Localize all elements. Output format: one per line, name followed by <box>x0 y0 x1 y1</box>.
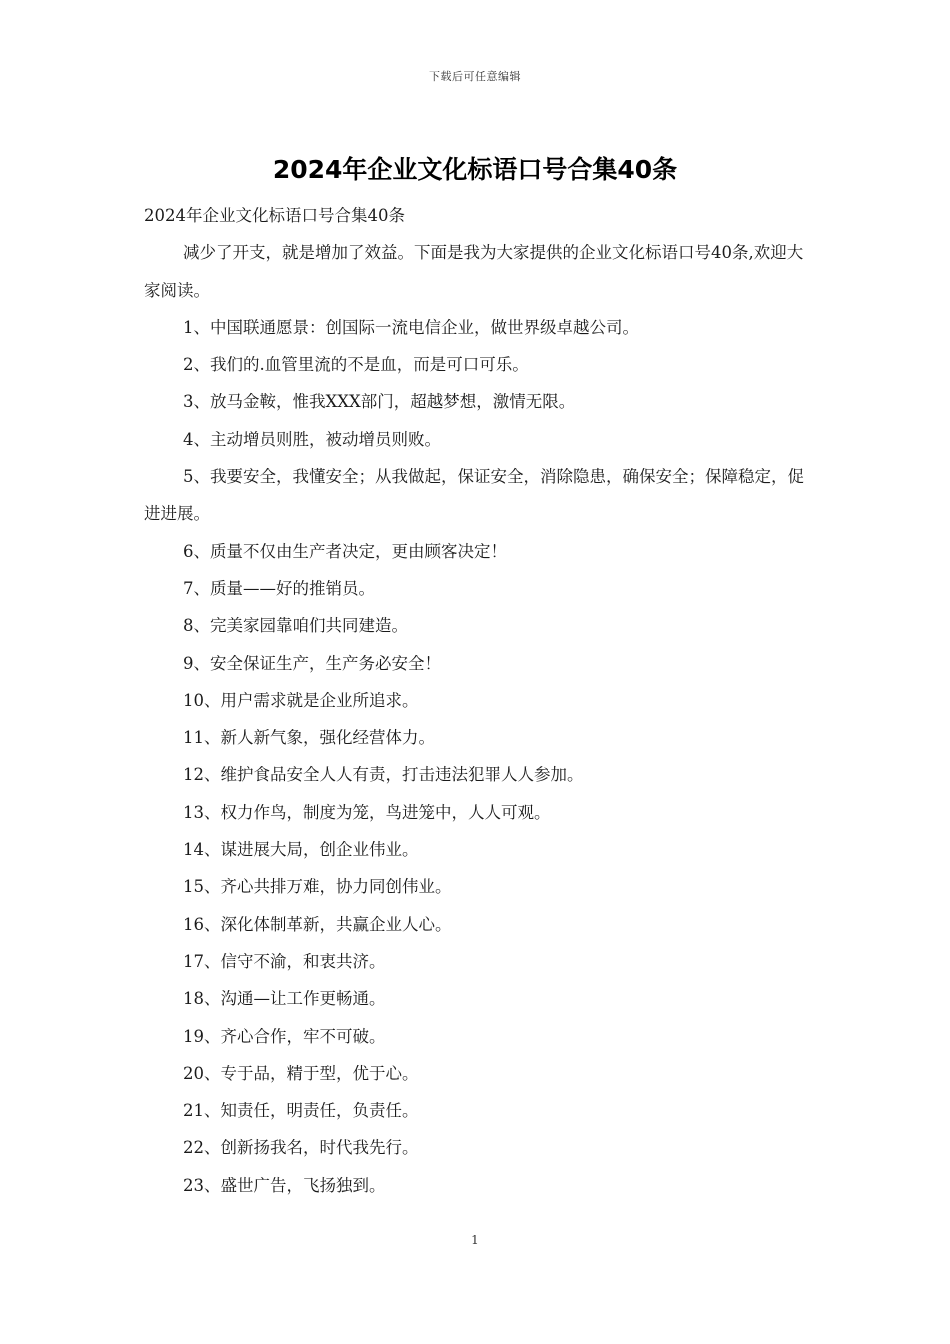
list-item: 14、谋进展大局，创企业伟业。 <box>183 840 419 860</box>
list-item: 11、新人新气象，强化经营体力。 <box>183 728 435 748</box>
list-item: 4、主动增员则胜，被动增员则败。 <box>183 429 441 449</box>
document-title: 2024年企业文化标语口号合集40条 <box>272 155 678 184</box>
list-item: 13、权力作鸟，制度为笼，鸟进笼中，人人可观。 <box>183 802 551 822</box>
list-item: 3、放马金鞍，惟我XXX部门，超越梦想，激情无限。 <box>183 392 576 412</box>
list-item: 23、盛世广告，飞扬独到。 <box>183 1175 386 1195</box>
list-item: 10、用户需求就是企业所追求。 <box>183 690 419 710</box>
list-item: 6、质量不仅由生产者决定，更由顾客决定！ <box>183 541 507 561</box>
subtitle-line: 2024年企业文化标语口号合集40条 <box>144 206 405 225</box>
list-item: 8、完美家园靠咱们共同建造。 <box>183 616 408 636</box>
list-item: 18、沟通—让工作更畅通。 <box>183 989 386 1009</box>
list-item: 15、齐心共排万难，协力同创伟业。 <box>183 877 452 897</box>
page-number: 1 <box>471 1233 479 1247</box>
list-item: 1、中国联通愿景：创国际一流电信企业，做世界级卓越公司。 <box>183 317 639 337</box>
intro-paragraph: 减少了开支，就是增加了效益。下面是我为大家提供的企业文化标语口号40条,欢迎大家阅读。 <box>144 243 804 300</box>
list-item: 17、信守不渝，和衷共济。 <box>183 951 386 971</box>
list-item: 21、知责任，明责任，负责任。 <box>183 1101 419 1121</box>
list-item: 22、创新扬我名，时代我先行。 <box>183 1138 419 1158</box>
list-item: 19、齐心合作，牢不可破。 <box>183 1026 386 1046</box>
list-item: 9、安全保证生产，生产务必安全！ <box>183 653 441 673</box>
list-item: 7、质量——好的推销员。 <box>183 578 375 598</box>
list-item: 12、维护食品安全人人有责，打击违法犯罪人人参加。 <box>183 765 584 785</box>
list-item: 20、专于品，精于型，优于心。 <box>183 1063 419 1083</box>
document-body <box>144 197 808 1204</box>
list-item: 5、我要安全，我懂安全；从我做起，保证安全，消除隐患，确保安全；保障稳定，促进进展。 <box>144 467 804 524</box>
list-item: 16、深化体制革新，共赢企业人心。 <box>183 914 452 934</box>
header-note: 下载后可任意编辑 <box>429 70 521 83</box>
list-item: 2、我们的.血管里流的不是血，而是可口可乐。 <box>183 355 529 375</box>
